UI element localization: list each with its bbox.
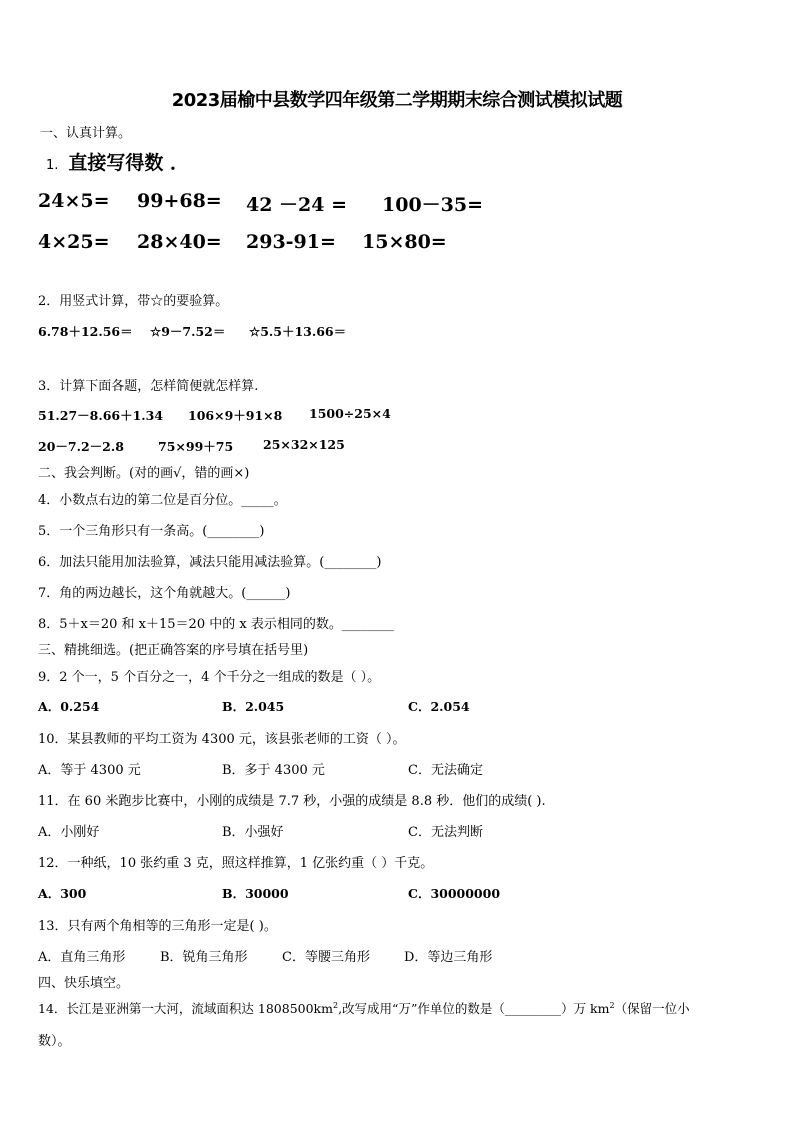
superscript: 2: [609, 1000, 615, 1010]
option-c: C．无法判断: [408, 825, 483, 840]
question-12: 12．一种纸，10 张约重 3 克，照这样推算，1 亿张约重（ ）千克。: [38, 856, 434, 871]
vertical-calc-item: ☆5.5＋13.66＝: [249, 324, 347, 339]
option-a: A．300: [38, 886, 87, 901]
section-3-heading: 三、精挑细选。(把正确答案的序号填在括号里): [38, 643, 309, 658]
question-9: 9．2 个一，5 个百分之一，4 个千分之一组成的数是（ ）。: [38, 670, 381, 685]
compute-item: 20－7.2－2.8: [38, 439, 124, 454]
question-1-number: 1.: [46, 158, 59, 173]
question-7: 7．角的两边越长，这个角就越大。(______): [38, 586, 291, 601]
question-2: 2．用竖式计算，带☆的要验算。: [38, 294, 229, 309]
vertical-calc-item: ☆9－7.52＝: [150, 324, 226, 339]
compute-item: 106×9＋91×8: [188, 408, 283, 423]
option-b: B．30000: [222, 886, 289, 901]
option-b: B．锐角三角形: [160, 950, 248, 965]
option-c: C．等腰三角形: [282, 950, 370, 965]
option-a: A．小刚好: [38, 825, 100, 840]
question-14: [38, 999, 690, 1017]
question-14-text-b: ,改写成用“万”作单位的数是（_________）万 km: [338, 1001, 610, 1016]
calc-item: 99+68=: [137, 190, 222, 212]
calc-item: 293-91=: [246, 231, 336, 253]
question-1-text: 直接写得数 ．: [68, 152, 190, 174]
compute-item: 25×32×125: [263, 437, 345, 452]
question-8: 8．5＋x＝20 和 x＋15＝20 中的 x 表示相同的数。________: [38, 617, 394, 632]
option-a: A．直角三角形: [38, 950, 126, 965]
question-3: 3．计算下面各题，怎样简便就怎样算.: [38, 379, 259, 394]
question-5: 5．一个三角形只有一条高。(________): [38, 524, 265, 539]
question-14-line-2: 数）。: [38, 1034, 71, 1049]
question-4: 4．小数点右边的第二位是百分位。_____。: [38, 493, 287, 508]
option-a: A．等于 4300 元: [38, 763, 141, 778]
section-1-heading: 一、认真计算。: [40, 126, 132, 141]
section-4-heading: 四、快乐填空。: [38, 976, 130, 991]
option-c: C．无法确定: [408, 763, 483, 778]
calc-item: 28×40=: [137, 231, 222, 253]
page-title: 2023届榆中县数学四年级第二学期期末综合测试模拟试题: [171, 90, 623, 111]
option-b: B．小强好: [222, 825, 284, 840]
option-a: A．0.254: [38, 699, 100, 714]
option-b: B．多于 4300 元: [222, 763, 325, 778]
question-1: [46, 148, 189, 175]
calc-item: 100－35=: [382, 194, 484, 216]
option-c: C．2.054: [408, 699, 470, 714]
compute-item: 75×99＋75: [158, 439, 234, 454]
calc-item: 42 －24 =: [246, 194, 348, 216]
section-2-heading: 二、我会判断。(对的画√，错的画×): [38, 466, 250, 481]
compute-item: 51.27－8.66＋1.34: [38, 408, 164, 423]
question-14-text-c: （保留一位小: [614, 1001, 690, 1016]
question-14-text-a: 14．长江是亚洲第一大河，流域面积达 1808500km: [38, 1001, 333, 1016]
compute-item: 1500÷25×4: [309, 406, 391, 421]
question-10: 10．某县教师的平均工资为 4300 元，该县张老师的工资（ ）。: [38, 732, 406, 747]
option-d: D．等边三角形: [404, 950, 493, 965]
question-13: 13．只有两个角相等的三角形一定是( )。: [38, 919, 277, 934]
option-b: B．2.045: [222, 699, 285, 714]
superscript: 2: [332, 1000, 339, 1010]
calc-item: 15×80=: [362, 231, 447, 253]
question-11: 11．在 60 米跑步比赛中，小刚的成绩是 7.7 秒，小强的成绩是 8.8 秒．他们的成绩( ).: [38, 794, 546, 809]
question-6: 6．加法只能用加法验算，减法只能用减法验算。(________): [38, 555, 382, 570]
option-c: C．30000000: [408, 886, 501, 901]
calc-item: 4×25=: [38, 231, 110, 253]
vertical-calc-item: 6.78＋12.56＝: [38, 324, 133, 339]
calc-item: 24×5=: [38, 190, 110, 212]
